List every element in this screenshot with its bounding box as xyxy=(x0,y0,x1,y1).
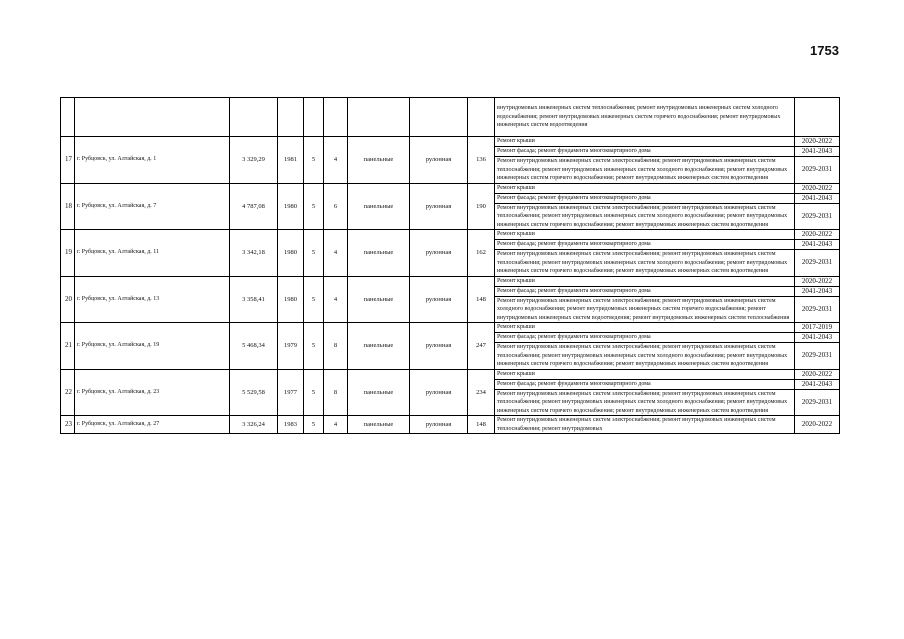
cell-num xyxy=(61,98,75,137)
cell-work: Ремонт фасада; ремонт фундамента многоквартирного дома xyxy=(495,333,795,343)
cell-work: Ремонт фасада; ремонт фундамента многоквартирного дома xyxy=(495,240,795,250)
cell-work: Ремонт внутридомовых инженерных систем электроснабжения; ремонт внутридомовых инженерных систем холодного водоснабжения; ремонт внутридомовых инженерных систем горячего водоснабжения; ремонт внутридомовых инженерных систем водоотведения; ремонт внутридомовых инженерных систем теплоснабжения xyxy=(495,296,795,323)
cell-address xyxy=(75,98,230,137)
cell-entrances: 8 xyxy=(324,323,348,370)
cell-floors: 5 xyxy=(304,276,324,323)
cell-work: Ремонт внутридомовых инженерных систем электроснабжения; ремонт внутридомовых инженерных систем теплоснабжения; ремонт внутридомовых инженерных систем холодного водоснабжения; ремонт внутридомовых инженерных систем горячего водоснабжения; ремонт внутридомовых инженерных систем водоотведения xyxy=(495,157,795,184)
cell-floors: 5 xyxy=(304,137,324,184)
cell-work: Ремонт крыши xyxy=(495,230,795,240)
cell-num: 19 xyxy=(61,230,75,277)
cell-num: 17 xyxy=(61,137,75,184)
cell-work: Ремонт фасада; ремонт фундамента многоквартирного дома xyxy=(495,193,795,203)
cell-roof xyxy=(410,98,468,137)
cell-walls: панельные xyxy=(348,416,410,434)
cell-period: 2041-2043 xyxy=(795,286,840,296)
cell-address: г. Рубцовск, ул. Алтайская, д. 1 xyxy=(75,137,230,184)
cell-num: 22 xyxy=(61,369,75,416)
cell-work: Ремонт крыши xyxy=(495,369,795,379)
cell-entrances: 4 xyxy=(324,276,348,323)
cell-address: г. Рубцовск, ул. Алтайская, д. 19 xyxy=(75,323,230,370)
cell-work: Ремонт крыши xyxy=(495,276,795,286)
cell-residents: 148 xyxy=(468,276,495,323)
cell-roof: рулонная xyxy=(410,230,468,277)
cell-floors: 5 xyxy=(304,369,324,416)
cell-work: Ремонт фасада; ремонт фундамента многоквартирного дома xyxy=(495,379,795,389)
cell-residents: 190 xyxy=(468,183,495,230)
cell-work: Ремонт фасада; ремонт фундамента многоквартирного дома xyxy=(495,286,795,296)
cell-walls: панельные xyxy=(348,137,410,184)
cell-area: 4 787,08 xyxy=(230,183,278,230)
cell-roof: рулонная xyxy=(410,323,468,370)
cell-walls xyxy=(348,98,410,137)
cell-work: Ремонт внутридомовых инженерных систем электроснабжения; ремонт внутридомовых инженерных систем теплоснабжения; ремонт внутридомовых инженерных систем холодного водоснабжения; ремонт внутридомовых инженерных систем горячего водоснабжения; ремонт внутридомовых инженерных систем водоотведения xyxy=(495,343,795,370)
cell-floors: 5 xyxy=(304,230,324,277)
cell-work: Ремонт крыши xyxy=(495,323,795,333)
cell-walls: панельные xyxy=(348,323,410,370)
continuation-row xyxy=(61,98,840,137)
house-row xyxy=(61,416,840,434)
cell-period: 2041-2043 xyxy=(795,333,840,343)
cell-work: Ремонт фасада; ремонт фундамента многоквартирного дома xyxy=(495,147,795,157)
cell-area xyxy=(230,98,278,137)
house-row xyxy=(61,137,840,147)
house-row xyxy=(61,323,840,333)
cell-address: г. Рубцовск, ул. Алтайская, д. 27 xyxy=(75,416,230,434)
registry-table xyxy=(60,97,840,434)
house-row xyxy=(61,369,840,379)
cell-num: 23 xyxy=(61,416,75,434)
cell-year xyxy=(278,98,304,137)
cell-roof: рулонная xyxy=(410,369,468,416)
cell-entrances: 6 xyxy=(324,183,348,230)
cell-period: 2017-2019 xyxy=(795,323,840,333)
cell-entrances: 4 xyxy=(324,416,348,434)
cell-period: 2020-2022 xyxy=(795,137,840,147)
cell-roof: рулонная xyxy=(410,276,468,323)
cell-period: 2029-2031 xyxy=(795,250,840,277)
cell-floors: 5 xyxy=(304,183,324,230)
cell-area: 3 329,29 xyxy=(230,137,278,184)
cell-walls: панельные xyxy=(348,230,410,277)
cell-residents: 247 xyxy=(468,323,495,370)
cell-area: 5 468,34 xyxy=(230,323,278,370)
cell-year: 1979 xyxy=(278,323,304,370)
house-row xyxy=(61,230,840,240)
cell-area: 3 342,18 xyxy=(230,230,278,277)
cell-period: 2020-2022 xyxy=(795,276,840,286)
cell-floors: 5 xyxy=(304,323,324,370)
cell-period: 2041-2043 xyxy=(795,147,840,157)
cell-work: Ремонт крыши xyxy=(495,137,795,147)
cell-walls: панельные xyxy=(348,276,410,323)
cell-roof: рулонная xyxy=(410,183,468,230)
cell-year: 1980 xyxy=(278,276,304,323)
cell-area: 3 326,24 xyxy=(230,416,278,434)
cell-year: 1981 xyxy=(278,137,304,184)
house-row xyxy=(61,183,840,193)
cell-residents: 148 xyxy=(468,416,495,434)
cell-residents: 234 xyxy=(468,369,495,416)
cell-work: внутридомовых инженерных систем теплоснабжения; ремонт внутридомовых инженерных систем холодного водоснабжения; ремонт внутридомовых инженерных систем горячего водоснабжения; ремонт внутридомовых инженерных систем водоотведения xyxy=(495,98,795,137)
page-number: 1753 xyxy=(810,43,839,58)
cell-work: Ремонт внутридомовых инженерных систем электроснабжения; ремонт внутридомовых инженерных систем теплоснабжения; ремонт внутридомовых инженерных систем холодного водоснабжения; ремонт внутридомовых инженерных систем горячего водоснабжения; ремонт внутридомовых инженерных систем водоотведения xyxy=(495,203,795,230)
cell-period: 2020-2022 xyxy=(795,183,840,193)
table-body xyxy=(61,98,840,434)
cell-period: 2029-2031 xyxy=(795,296,840,323)
cell-residents xyxy=(468,98,495,137)
cell-period: 2029-2031 xyxy=(795,203,840,230)
cell-period: 2041-2043 xyxy=(795,193,840,203)
cell-year: 1980 xyxy=(278,183,304,230)
cell-address: г. Рубцовск, ул. Алтайская, д. 23 xyxy=(75,369,230,416)
cell-address: г. Рубцовск, ул. Алтайская, д. 13 xyxy=(75,276,230,323)
cell-period: 2029-2031 xyxy=(795,157,840,184)
cell-period: 2041-2043 xyxy=(795,379,840,389)
cell-year: 1977 xyxy=(278,369,304,416)
cell-entrances: 4 xyxy=(324,137,348,184)
cell-period: 2020-2022 xyxy=(795,416,840,434)
cell-address: г. Рубцовск, ул. Алтайская, д. 7 xyxy=(75,183,230,230)
cell-walls: панельные xyxy=(348,183,410,230)
cell-residents: 136 xyxy=(468,137,495,184)
cell-floors xyxy=(304,98,324,137)
cell-entrances xyxy=(324,98,348,137)
cell-area: 3 358,41 xyxy=(230,276,278,323)
cell-residents: 162 xyxy=(468,230,495,277)
cell-roof: рулонная xyxy=(410,416,468,434)
cell-num: 20 xyxy=(61,276,75,323)
cell-period: 2020-2022 xyxy=(795,230,840,240)
cell-entrances: 4 xyxy=(324,230,348,277)
cell-period xyxy=(795,98,840,137)
cell-period: 2029-2031 xyxy=(795,389,840,416)
cell-walls: панельные xyxy=(348,369,410,416)
cell-address: г. Рубцовск, ул. Алтайская, д. 11 xyxy=(75,230,230,277)
cell-work: Ремонт внутридомовых инженерных систем электроснабжения; ремонт внутридомовых инженерных систем теплоснабжения; ремонт внутридомовых xyxy=(495,416,795,434)
cell-year: 1980 xyxy=(278,230,304,277)
cell-roof: рулонная xyxy=(410,137,468,184)
cell-period: 2041-2043 xyxy=(795,240,840,250)
cell-area: 5 529,58 xyxy=(230,369,278,416)
cell-work: Ремонт внутридомовых инженерных систем электроснабжения; ремонт внутридомовых инженерных систем теплоснабжения; ремонт внутридомовых инженерных систем холодного водоснабжения; ремонт внутридомовых инженерных систем горячего водоснабжения; ремонт внутридомовых инженерных систем водоотведения xyxy=(495,250,795,277)
cell-period: 2020-2022 xyxy=(795,369,840,379)
cell-year: 1983 xyxy=(278,416,304,434)
cell-work: Ремонт внутридомовых инженерных систем электроснабжения; ремонт внутридомовых инженерных систем теплоснабжения; ремонт внутридомовых инженерных систем холодного водоснабжения; ремонт внутридомовых инженерных систем горячего водоснабжения; ремонт внутридомовых инженерных систем водоотведения xyxy=(495,389,795,416)
cell-period: 2029-2031 xyxy=(795,343,840,370)
house-row xyxy=(61,276,840,286)
cell-floors: 5 xyxy=(304,416,324,434)
cell-num: 18 xyxy=(61,183,75,230)
cell-num: 21 xyxy=(61,323,75,370)
cell-entrances: 8 xyxy=(324,369,348,416)
cell-work: Ремонт крыши xyxy=(495,183,795,193)
